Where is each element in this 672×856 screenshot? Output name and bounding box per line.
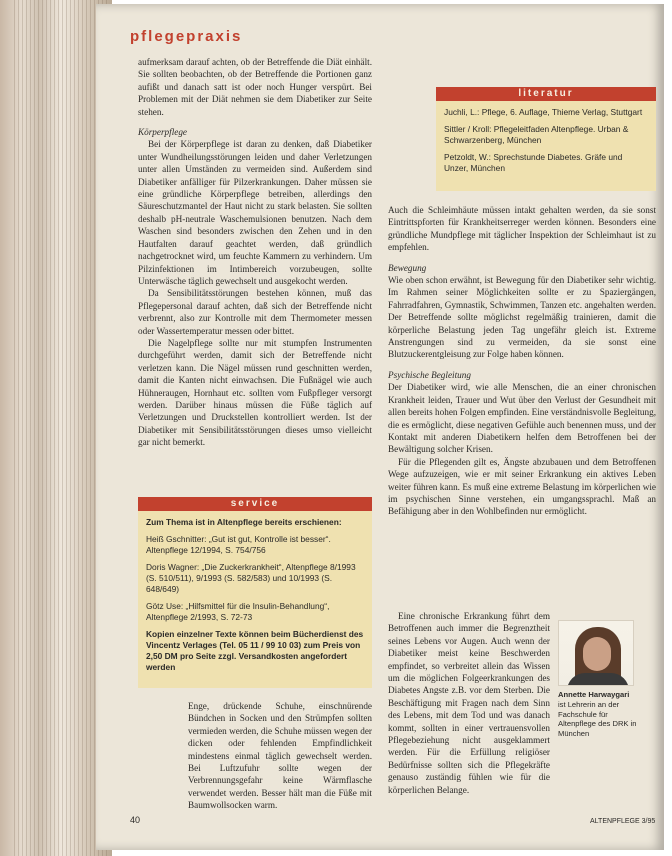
right-intro: Auch die Schleimhäute müssen intakt gehalten werden, da sie sonst Eintrittspforten für Krankheitserreger werden können. Besonders eine gründliche Mundpflege mit täglicher Inspektion der Schleimhaut ist zu empfehlen. bbox=[388, 205, 656, 253]
page-number: 40 bbox=[130, 815, 141, 825]
service-box bbox=[138, 497, 372, 688]
left-column-bottom bbox=[188, 700, 372, 811]
left-paragraph-3: Die Nagelpflege sollte nur mit stumpfen Instrumenten durchgeführt werden, damit sich der Betreffende nicht verletzen kann. Die Nägel müssen rund geschnitten werden, damit die Kanten nicht einwachsen. Die Fußnägel wie auch Hühneraugen, Hornhaut etc. sollten vom Fußpfleger versorgt werden. Darüber hinaus müssen die Füße täglich auf Verletzungen und Druckstellen kontrolliert werden. Ist der Diabetiker mit Sensibilitätsstörungen dieses umso vielleicht gar nicht bemerkt. bbox=[138, 337, 372, 448]
photo-face bbox=[583, 637, 611, 671]
left-paragraph-1: Bei der Körperpflege ist daran zu denken, daß Diabetiker unter Wundheilungsstörungen leiden und daher Verletzungen unter allen Umständen zu vermeiden sind. Außerdem sind Diabetiker anfälliger für Pilzerkrankungen. Daher müssen sie eine gründliche Körperpflege betreiben, allerdings den Säureschutzmantel der Haut nicht zu stark belasten. Sie sollten deshalb pH-neutrale Waschemulsionen benutzen. Nach dem Waschen sind besonders zwischen den Zehen und in den Hautfalten darauf geachtet werden, daß gründlich nachgetrocknet wird, um feuchte Kammern zu verhindern. Um Pilzinfektionen im Intimbereich vorzubeugen, sollte Unterwäsche täglich gewechselt und ausgekocht werden. bbox=[138, 139, 372, 286]
literature-title: literatur bbox=[436, 87, 656, 101]
service-title: service bbox=[138, 497, 372, 511]
author-photo bbox=[558, 620, 634, 686]
author-caption bbox=[558, 690, 638, 739]
literature-entries bbox=[436, 101, 656, 186]
author-bio: ist Lehrerin an der Fachschule für Altenpflege des DRK in München bbox=[558, 699, 637, 739]
right-subheading-1: Bewegung bbox=[388, 262, 427, 273]
photo-shirt bbox=[567, 673, 629, 686]
right-paragraph-2: Der Diabetiker wird, wie alle Menschen, die an einer chronischen Krankheit leiden, Trauer und Wut über den Verlust der Gesundheit mit allen bereits hohen Folgen empfinden. Eine verständnisvolle Begleitung, die es ermöglicht, diese negativen Gefühle auch benennen muss, und der Kontakt mit anderen Diabetikern helfen dem Betroffenen bei der Bewältigung solcher Krisen. bbox=[388, 382, 656, 455]
journal-issue: ALTENPFLEGE 3/95 bbox=[590, 818, 656, 825]
left-top-paragraph: aufmerksam darauf achten, ob der Betreffende die Diät einhält. Sie sollten beobachten, ob der Betreffende die Portionen ganz aufißt und danach satt ist oder noch Hunger verspürt. Bei Problemen mit der Diät nehmen sie dem Diabetiker zur Seite stehen. bbox=[138, 57, 372, 117]
literature-box bbox=[436, 87, 656, 191]
service-entry: Götz Use: „Hilfsmittel für die Insulin-Behandlung“, Altenpflege 2/1993, S. 72-73 bbox=[146, 601, 330, 622]
left-subheading: Körperpflege bbox=[138, 127, 187, 138]
right-column bbox=[388, 204, 656, 608]
literature-entry: Petzoldt, W.: Sprechstunde Diabetes. Gräfe und Unzer, München bbox=[444, 152, 623, 173]
section-header: pflegepraxis bbox=[130, 28, 243, 45]
right-paragraph-4: Eine chronische Erkrankung führt dem Betroffenen auch immer die Begrenztheit seines Lebens vor Augen. Auch wenn der Diabetiker meist keine Beschwerden empfindet, so verbreitet allein das Wissen um die möglichen Folgeerkrankungen des Diabetes Angste z.B. vor dem Sterben. Die Beschäftigung mit Fragen nach dem Sinn des Lebens, mit dem Tod und was danach kommt, sollten in einer vertrauensvollen Pflegebeziehung nicht ausgeklammert werden. Für die Erfüllung religiöser Bedürfnisse sollten sich die Pflegekräfte genauso zuständig fühlen wie für die körperlichen Belange. bbox=[388, 611, 550, 795]
left-column bbox=[138, 56, 372, 486]
left-bottom-paragraph: Enge, drückende Schuhe, einschnürende Bündchen in Socken und den Strümpfen sollten vermieden werden, die Schuhe müssen wegen der dicken oder fehlenden Empfindlichkeit mindestens einmal täglich gewechselt werden. Bei Luftzufuhr sollte wegen der Verbrennungsgefahr keine Wärmflasche verwendet werden. Besser hält man die Füße mit Baumwollsocken warm. bbox=[188, 701, 372, 811]
right-subheading-2: Psychische Begleitung bbox=[388, 369, 471, 380]
right-paragraph-3: Für die Pflegenden gilt es, Ängste abzubauen und dem Betroffenen Wege aufzuzeigen, wie er mit seiner Erkrankung ein aktives Leben weiter führen kann. Es muß eine extreme Belastung im körperlichen wie im psychischen Sinne verstehen, ein umgangssprachl. Maß an Befähigung aber in den Wohlbefinden nur ermöglicht. bbox=[388, 456, 656, 517]
left-paragraph-2: Da Sensibilitätsstörungen bestehen können, muß das Pflegepersonal darauf achten, daß sich der Betreffende nicht verbrennt, also zur Kontrolle mit dem Thermometer messen oder Wassertemperatur messen oder bittet. bbox=[138, 288, 372, 336]
service-entries bbox=[138, 511, 372, 685]
service-note: Kopien einzelner Texte können beim Bücherdienst des Vincentz Verlages (Tel. 05 11 / 99 10 03) zum Preis von 2,50 DM pro Seite zzgl. Versandkosten angefordert werden bbox=[146, 629, 364, 672]
author-name: Annette Harwaygari bbox=[558, 690, 630, 699]
right-paragraph-1: Wie oben schon erwähnt, ist Bewegung für den Diabetiker sehr wichtig. Im Rahmen seiner Möglichkeiten sollte er zu Spaziergängen, Fahrradfahren, Gymnastik, Schwimmen, Tanzen etc. angehalten werden. Der Betreffende sollte möglichst regelmäßig trainieren, damit die körperliche Belastung jeden Tag ungefähr gleich ist. Extreme Anstrengungen sind zu vermeiden, da sie sonst eine Blutzuckerentgleisung zur Folge haben können. bbox=[388, 275, 656, 360]
literature-entry: Juchli, L.: Pflege, 6. Auflage, Thieme Verlag, Stuttgart bbox=[444, 107, 643, 117]
service-heading: Zum Thema ist in Altenpflege bereits erschienen: bbox=[146, 517, 342, 527]
service-entry: Heiß Gschnitter: „Gut ist gut, Kontrolle ist besser“. Altenpflege 12/1994, S. 754/756 bbox=[146, 534, 331, 555]
literature-entry: Sittler / Kroll: Pflegeleitfaden Altenpflege. Urban & Schwarzenberg, München bbox=[444, 124, 629, 145]
service-entry: Doris Wagner: „Die Zuckerkrankheit“, Altenpflege 8/1993 (S. 510/511), 9/1993 (S. 582/583) und 10/1993 (S. 648/649) bbox=[146, 562, 356, 594]
right-column-bottom bbox=[388, 610, 550, 796]
